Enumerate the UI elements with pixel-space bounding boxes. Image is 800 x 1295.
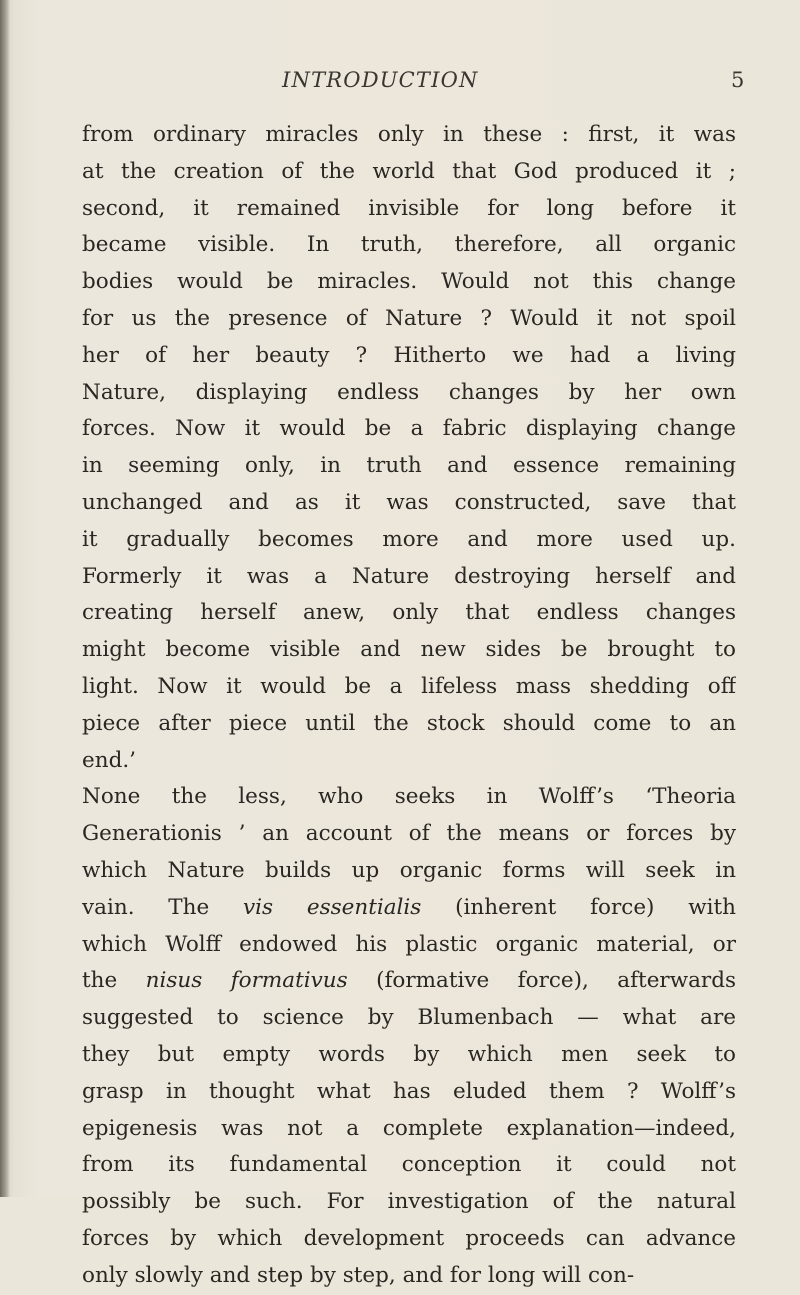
text-segment: Nature, displaying endless changes by her own	[82, 379, 736, 405]
text-segment: for us the presence of Nature ? Would it not spoil	[82, 305, 736, 331]
text-segment: (inherent force) with	[421, 894, 736, 920]
text-line	[82, 448, 736, 485]
text-segment: suggested to science by Blumenbach — what are	[82, 1005, 736, 1031]
text-line	[82, 1258, 736, 1295]
text-line	[82, 632, 736, 669]
text-line	[82, 154, 736, 191]
text-line	[82, 264, 736, 301]
text-line	[82, 411, 736, 448]
text-line	[82, 522, 736, 559]
text-line	[82, 595, 736, 632]
text-line	[82, 779, 736, 816]
text-line	[82, 706, 736, 743]
page-binding-edge	[0, 0, 10, 1197]
text-segment: the	[82, 968, 146, 994]
text-segment: from its fundamental conception it could not	[82, 1152, 736, 1178]
text-segment: at the creation of the world that God produced it ;	[82, 158, 736, 184]
text-line	[82, 485, 736, 522]
text-line	[82, 1074, 736, 1111]
italic-term: vis essentialis	[243, 894, 422, 920]
text-segment: in seeming only, in truth and essence remaining	[82, 453, 736, 479]
page-header	[0, 64, 800, 96]
text-segment: second, it remained invisible for long before it	[82, 195, 736, 221]
text-segment: light. Now it would be a lifeless mass shedding off	[82, 673, 736, 699]
text-segment: end.’	[82, 747, 137, 773]
text-line	[82, 853, 736, 890]
text-line	[82, 338, 736, 375]
text-line	[82, 375, 736, 412]
text-segment: vain. The	[82, 894, 244, 920]
text-line	[82, 117, 736, 154]
text-segment: unchanged and as it was constructed, save that	[82, 489, 736, 515]
text-line	[82, 1111, 736, 1148]
text-segment: they but empty words by which men seek to	[82, 1041, 736, 1067]
text-segment: became visible. In truth, therefore, all organic	[82, 232, 736, 258]
running-head: INTRODUCTION	[282, 68, 479, 92]
text-segment: (formative force), afterwards	[347, 968, 736, 994]
text-line	[82, 1184, 736, 1221]
text-segment: grasp in thought what has eluded them ? Wolff’s	[82, 1078, 736, 1104]
text-line	[82, 669, 736, 706]
text-segment: epigenesis was not a complete explanation—indeed,	[82, 1115, 736, 1141]
text-segment: from ordinary miracles only in these : first, it was	[82, 122, 736, 147]
text-line	[82, 927, 736, 964]
text-segment: her of her beauty ? Hitherto we had a living	[82, 342, 736, 368]
text-segment: forces by which development proceeds can advance	[82, 1225, 736, 1251]
text-segment: creating herself anew, only that endless changes	[82, 600, 736, 626]
text-line	[82, 1147, 736, 1184]
text-segment: might become visible and new sides be brought to	[82, 637, 736, 663]
text-line	[82, 191, 736, 228]
text-segment: Generationis ’ an account of the means or forces by	[82, 821, 736, 847]
text-segment: it gradually becomes more and more used up.	[82, 526, 736, 552]
text-line	[82, 301, 736, 338]
text-segment: which Wolff endowed his plastic organic material, or	[82, 931, 736, 957]
text-segment: forces. Now it would be a fabric displaying change	[82, 416, 736, 442]
page-number: 5	[731, 68, 745, 92]
text-segment: Formerly it was a Nature destroying herself and	[82, 563, 736, 589]
text-segment: which Nature builds up organic forms will seek in	[82, 857, 736, 883]
text-line	[82, 743, 736, 780]
text-segment: None the less, who seeks in Wolff’s ‘Theoria	[82, 784, 736, 810]
text-line	[82, 963, 736, 1000]
italic-term: nisus formativus	[145, 968, 348, 994]
text-line	[82, 1000, 736, 1037]
body-text	[82, 117, 736, 1295]
text-segment: possibly be such. For investigation of the natural	[82, 1189, 736, 1215]
text-line	[82, 1037, 736, 1074]
text-line	[82, 559, 736, 596]
text-line	[82, 1221, 736, 1258]
text-segment: only slowly and step by step, and for long will con-	[82, 1262, 635, 1288]
text-line	[82, 227, 736, 264]
text-segment: piece after piece until the stock should come to an	[82, 710, 736, 736]
text-line	[82, 890, 736, 927]
text-line	[82, 816, 736, 853]
text-segment: bodies would be miracles. Would not this change	[82, 269, 736, 295]
